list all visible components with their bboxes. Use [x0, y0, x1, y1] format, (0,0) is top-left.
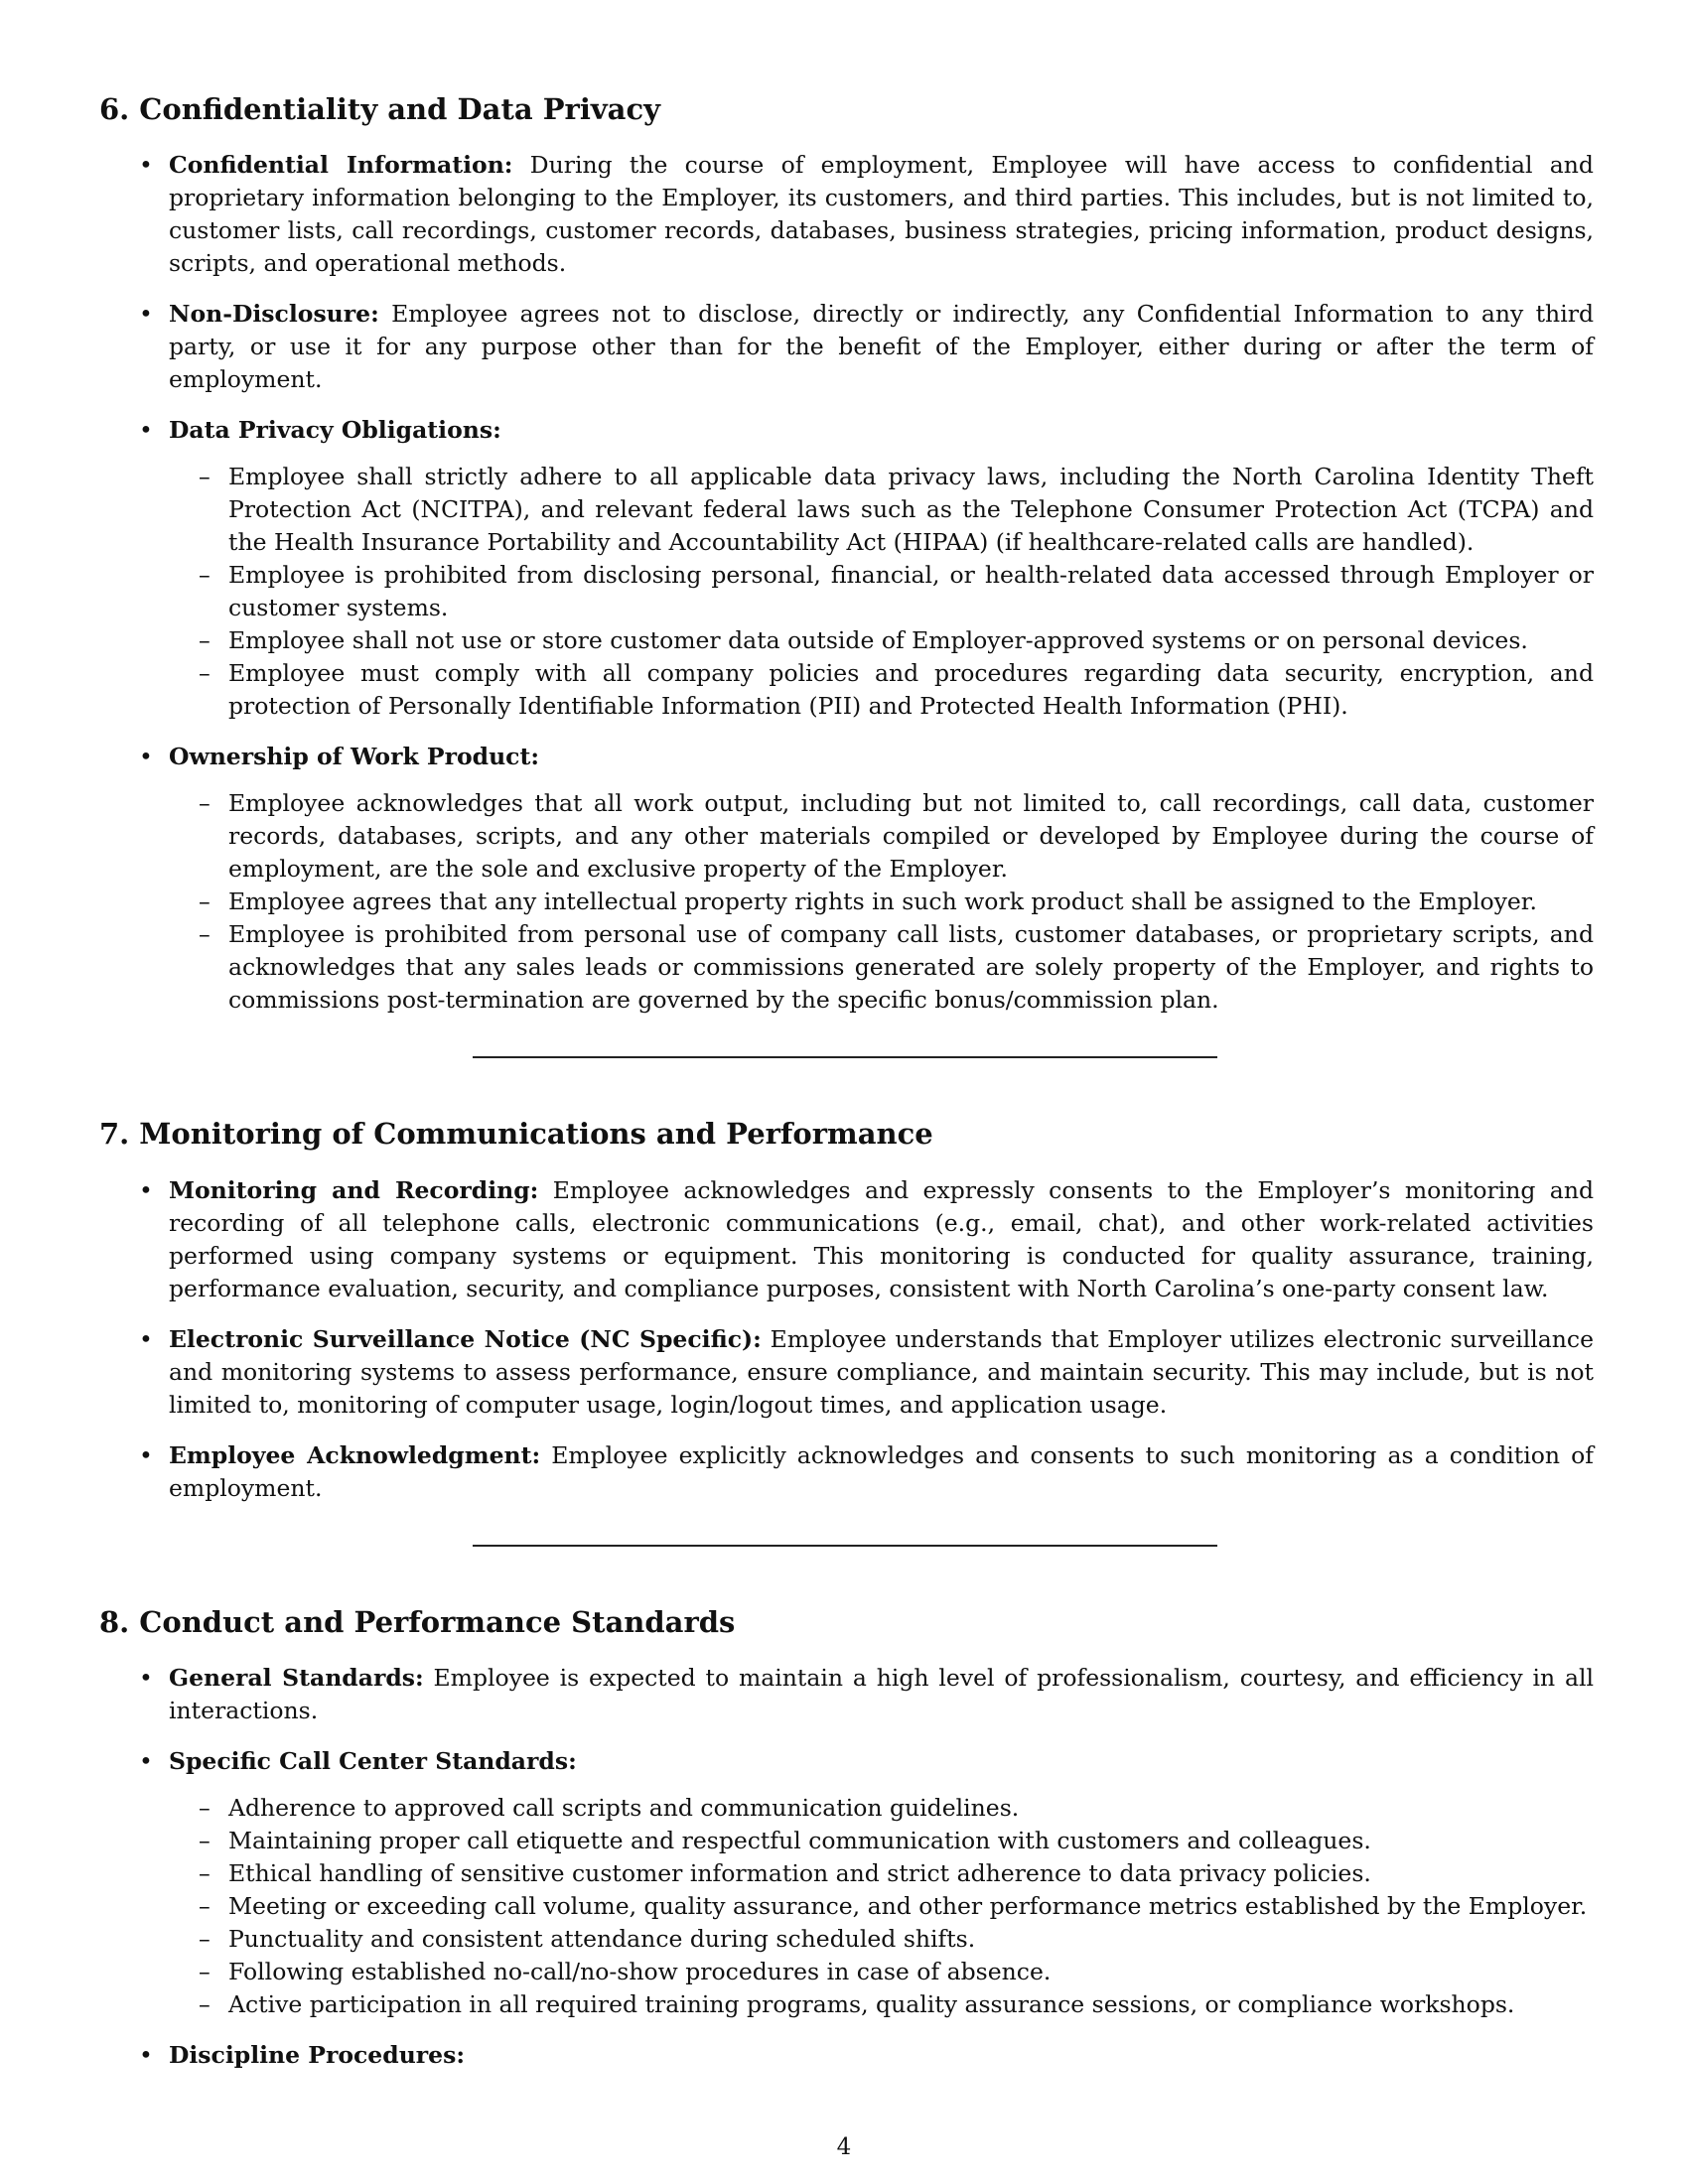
sub-list-item: – Employee shall strictly adhere to all applicable data privacy laws, including the North Carolina Identity Theft Protection Act (NCITPA), and relevant federal laws such as the Telephone Consumer Protection Act (TCPA) and the Health Insurance Portability and Accountability Act (HIPAA) (if healthcare-related calls are handled).	[169, 461, 1594, 559]
list-item	[99, 298, 1594, 396]
list-item	[99, 1745, 1594, 2021]
section-number: 8.	[99, 1604, 130, 1639]
list-item	[99, 414, 1594, 723]
sub-list-item: – Adherence to approved call scripts and communication guidelines.	[169, 1792, 1594, 1825]
sub-list-item: – Ethical handling of sensitive customer information and strict adherence to data privacy policies.	[169, 1857, 1594, 1890]
list-item	[99, 1439, 1594, 1505]
item-text: Employee acknowledges and expressly consents to the Employer’s monitoring and recording of all telephone calls, electronic communications (e.g., email, chat), and other work-related activities performed using company systems or equipment. This monitoring is conducted for quality assurance, training, performance evaluation, security, and compliance purposes, consistent with North Carolina’s one-party consent law.	[169, 1175, 1594, 1302]
item-lead: General Standards:	[169, 1663, 424, 1692]
list-item	[99, 1662, 1594, 1727]
section-heading	[99, 91, 1594, 127]
item-lead: Non-Disclosure:	[169, 300, 379, 329]
item-text: Employee is expected to maintain a high level of professionalism, courtesy, and efficiency in all interactions.	[169, 1663, 1594, 1724]
item-lead: Data Privacy Obligations:	[169, 416, 501, 445]
item-lead: Monitoring and Recording:	[169, 1175, 539, 1204]
list-item	[99, 149, 1594, 280]
item-lead: Electronic Surveillance Notice (NC Specific):	[169, 1324, 762, 1353]
sub-list-item: – Employee must comply with all company policies and procedures regarding data security, encryption, and protection of Personally Identifiable Information (PII) and Protected Health Information (PHI).	[169, 657, 1594, 723]
sub-list-item: – Employee is prohibited from disclosing personal, financial, or health-related data accessed through Employer or customer systems.	[169, 559, 1594, 624]
sub-list-item: – Employee agrees that any intellectual property rights in such work product shall be assigned to the Employer.	[169, 886, 1594, 918]
sub-list-item: – Following established no-call/no-show procedures in case of absence.	[169, 1956, 1594, 1988]
section-title: Monitoring of Communications and Performance	[139, 1117, 933, 1152]
page-number: 4	[836, 2134, 852, 2160]
item-lead: Ownership of Work Product:	[169, 743, 540, 771]
sub-list-item: – Employee shall not use or store customer data outside of Employer-approved systems or on personal devices.	[169, 624, 1594, 657]
item-text: Employee agrees not to disclose, directly or indirectly, any Confidential Information to any third party, or use it for any purpose other than for the benefit of the Employer, either during or after the term of employment.	[169, 300, 1594, 394]
item-lead: Employee Acknowledgment:	[169, 1440, 541, 1469]
section-7	[99, 1116, 1594, 1504]
document-page	[99, 91, 1594, 2090]
item-text: Employee understands that Employer utilizes electronic surveillance and monitoring systems to assess performance, ensure compliance, and maintain security. This may include, but is not limited to, monitoring of computer usage, login/logout times, and application usage.	[169, 1324, 1594, 1419]
section-heading	[99, 1116, 1594, 1152]
sub-list	[169, 787, 1594, 1017]
section-divider	[473, 1056, 1217, 1058]
section-title: Conduct and Performance Standards	[139, 1604, 736, 1639]
section-title: Confidentiality and Data Privacy	[139, 92, 660, 126]
section-8	[99, 1604, 1594, 2072]
sub-list-item: – Employee is prohibited from personal use of company call lists, customer databases, or proprietary scripts, and acknowledges that any sales leads or commissions generated are solely property of the Employer, and rights to commissions post-termination are governed by the specific bonus/commission plan.	[169, 918, 1594, 1017]
section-number: 7.	[99, 1117, 130, 1152]
item-lead: Confidential Information:	[169, 151, 513, 180]
item-lead: Specific Call Center Standards:	[169, 1746, 577, 1775]
section-number: 6.	[99, 92, 130, 126]
sub-list-item: – Meeting or exceeding call volume, quality assurance, and other performance metrics established by the Employer.	[169, 1890, 1594, 1923]
item-text: During the course of employment, Employee will have access to confidential and proprietary information belonging to the Employer, its customers, and third parties. This includes, but is not limited to, customer lists, call recordings, customer records, databases, business strategies, pricing information, product designs, scripts, and operational methods.	[169, 151, 1594, 278]
section-divider	[473, 1545, 1217, 1547]
list-item	[99, 1323, 1594, 1422]
list-item	[99, 741, 1594, 1017]
item-lead: Discipline Procedures:	[169, 2040, 466, 2069]
sub-list-item: – Maintaining proper call etiquette and respectful communication with customers and colleagues.	[169, 1825, 1594, 1857]
section-6	[99, 91, 1594, 1017]
bullet-list	[99, 1174, 1594, 1505]
item-text: Employee explicitly acknowledges and consents to such monitoring as a condition of employment.	[169, 1440, 1594, 1502]
section-heading	[99, 1604, 1594, 1640]
list-item	[99, 2039, 1594, 2072]
sub-list	[169, 1792, 1594, 2021]
sub-list	[169, 461, 1594, 723]
bullet-list	[99, 149, 1594, 1017]
sub-list-item: – Employee acknowledges that all work output, including but not limited to, call recordings, call data, customer records, databases, scripts, and any other materials compiled or developed by Employee during the course of employment, are the sole and exclusive property of the Employer.	[169, 787, 1594, 886]
sub-list-item: – Active participation in all required training programs, quality assurance sessions, or compliance workshops.	[169, 1988, 1594, 2021]
sub-list-item: – Punctuality and consistent attendance during scheduled shifts.	[169, 1923, 1594, 1956]
bullet-list	[99, 1662, 1594, 2072]
list-item	[99, 1174, 1594, 1305]
